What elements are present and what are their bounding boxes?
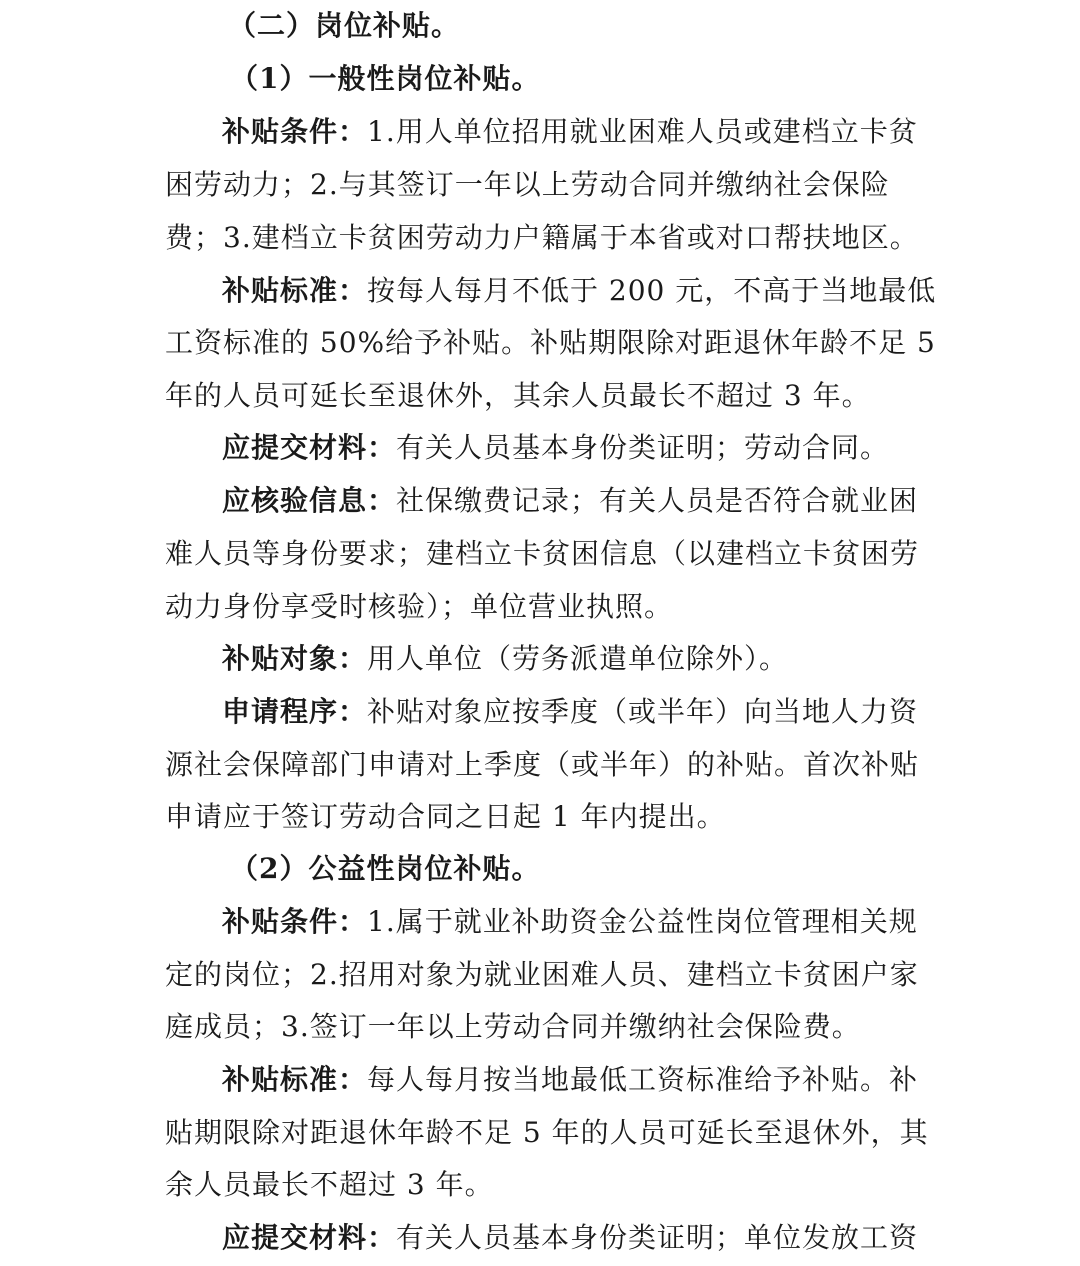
general-procedure-line2-row [165, 745, 919, 785]
general-standard-line2: 工资标准的 50%给予补贴。补贴期限除对距退休年龄不足 5 [165, 326, 936, 359]
general-materials-paragraph [222, 428, 889, 468]
general-conditions-label: 补贴条件： [222, 115, 368, 148]
general-verification-label: 应核验信息： [222, 484, 397, 517]
general-standard-paragraph [222, 271, 936, 311]
public-standard-line1: 每人每月按当地最低工资标准给予补贴。补 [367, 1063, 919, 1096]
public-conditions-line2-row [165, 955, 919, 995]
general-conditions-line3-row [165, 218, 919, 258]
public-standard-line2: 贴期限除对距退休年龄不足 5 年的人员可延长至退休外，其 [165, 1116, 929, 1149]
general-verification-paragraph [222, 481, 918, 521]
general-verification-line1: 社保缴费记录；有关人员是否符合就业困 [396, 484, 919, 517]
general-procedure-paragraph [222, 692, 918, 732]
public-standard-label: 补贴标准： [222, 1063, 368, 1096]
section-heading [228, 6, 460, 46]
general-conditions-line2: 困劳动力；2.与其签订一年以上劳动合同并缴纳社会保险 [165, 168, 890, 201]
general-standard-line3: 年的人员可延长至退休外，其余人员最长不超过 3 年。 [165, 379, 871, 412]
public-welfare-subsidy-heading [230, 849, 540, 889]
general-standard-label: 补贴标准： [222, 274, 368, 307]
general-procedure-line2: 源社会保障部门申请对上季度（或半年）的补贴。首次补贴 [165, 748, 920, 781]
general-standard-line3-row [165, 376, 871, 416]
general-standard-line1: 按每人每月不低于 200 元，不高于当地最低 [367, 274, 937, 307]
general-target-line1: 用人单位（劳务派遣单位除外）。 [367, 642, 789, 675]
public-conditions-line1: 1.属于就业补助资金公益性岗位管理相关规 [367, 905, 918, 938]
general-target-label: 补贴对象： [222, 642, 368, 675]
public-materials-label: 应提交材料： [222, 1221, 397, 1254]
general-procedure-line3: 申请应于签订劳动合同之日起 1 年内提出。 [165, 800, 726, 833]
general-verification-line3-row [165, 587, 673, 627]
public-materials-paragraph [222, 1218, 918, 1258]
general-procedure-line3-row [165, 797, 726, 837]
general-procedure-label: 申请程序： [222, 695, 368, 728]
general-verification-line3: 动力身份享受时核验）；单位营业执照。 [165, 590, 674, 623]
general-standard-line2-row [165, 323, 936, 363]
general-conditions-line1: 1.用人单位招用就业困难人员或建档立卡贫 [367, 115, 918, 148]
public-standard-paragraph [222, 1060, 918, 1100]
public-standard-line2-row [165, 1113, 929, 1153]
public-conditions-line3-row [165, 1007, 861, 1047]
public-conditions-paragraph [222, 902, 918, 942]
public-conditions-label: 补贴条件： [222, 905, 368, 938]
general-subsidy-heading [230, 59, 540, 99]
section-heading-text: （二）岗位补贴。 [228, 9, 461, 42]
general-materials-line1: 有关人员基本身份类证明；劳动合同。 [396, 431, 890, 464]
public-welfare-subsidy-heading-text: （2）公益性岗位补贴。 [230, 852, 541, 885]
public-conditions-line3: 庭成员；3.签订一年以上劳动合同并缴纳社会保险费。 [165, 1010, 861, 1043]
general-subsidy-heading-text: （1）一般性岗位补贴。 [230, 62, 541, 95]
general-materials-label: 应提交材料： [222, 431, 397, 464]
public-conditions-line2: 定的岗位；2.招用对象为就业困难人员、建档立卡贫困户家 [165, 958, 919, 991]
general-target-paragraph [222, 639, 788, 679]
public-materials-line1: 有关人员基本身份类证明；单位发放工资 [396, 1221, 919, 1254]
general-verification-line2: 难人员等身份要求；建档立卡贫困信息（以建档立卡贫困劳 [165, 537, 920, 570]
general-verification-line2-row [165, 534, 919, 574]
general-conditions-line2-row [165, 165, 890, 205]
general-procedure-line1: 补贴对象应按季度（或半年）向当地人力资 [367, 695, 919, 728]
general-conditions-paragraph [222, 112, 918, 152]
public-standard-line3-row [165, 1165, 494, 1205]
general-conditions-line3: 费；3.建档立卡贫困劳动力户籍属于本省或对口帮扶地区。 [165, 221, 919, 254]
public-standard-line3: 余人员最长不超过 3 年。 [165, 1168, 494, 1201]
